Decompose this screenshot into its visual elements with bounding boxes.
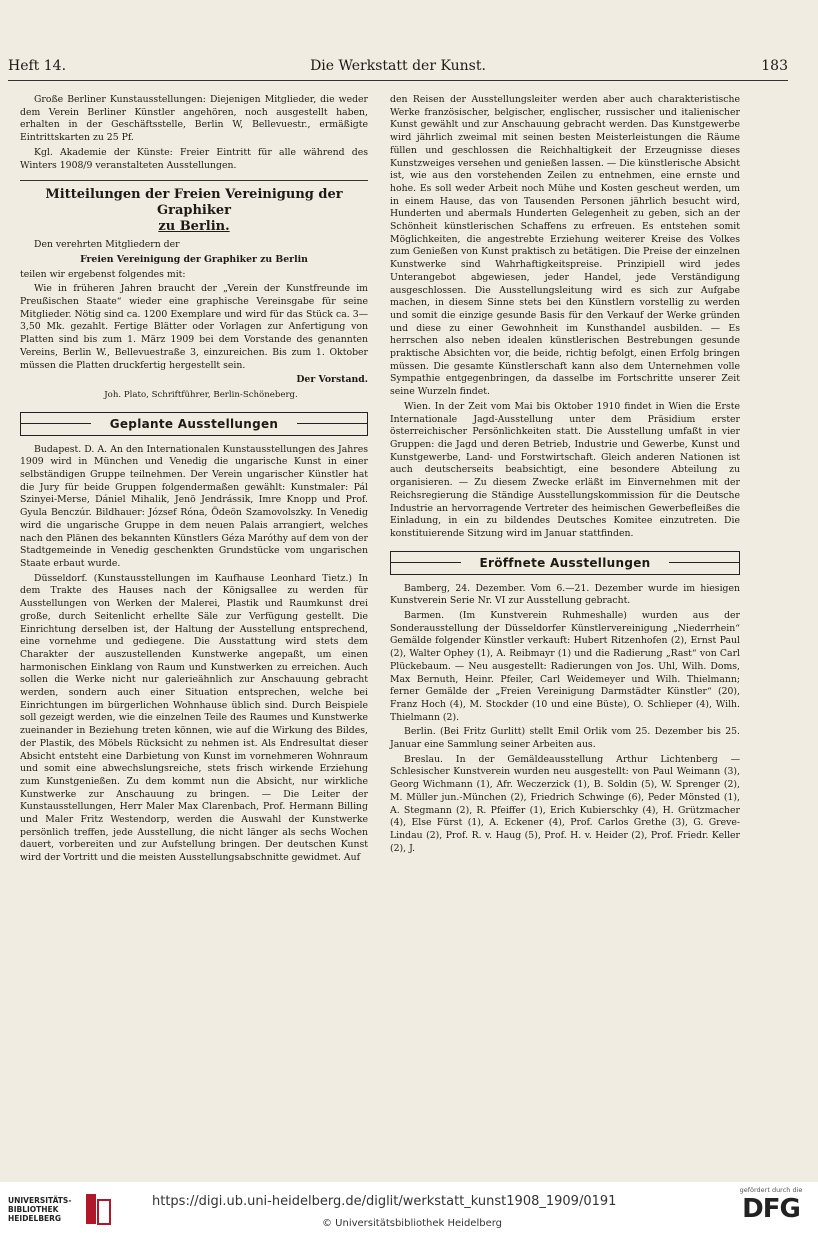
page-number: 183 [761,58,788,74]
paragraph: Berlin. (Bei Fritz Gurlitt) stellt Emil Orlik vom 25. Dezember bis 25. Januar eine Sammlung seiner Arbeiten aus. [390,726,740,751]
footer [0,1182,818,1244]
left-column [20,94,368,867]
issue-number: Heft 14. [8,58,67,74]
paragraph: Budapest. D. A. An den Internationalen Kunstausstellungen des Jahres 1909 wird in München und Venedig die ungarische Kunst in einer selbständigen Gruppe teilnehmen. Der Verein ungarischer Künstler hat die Jury für beide Gruppen folgendermaßen gewählt: Kunstmaler: Pál Szinyei-Merse, Dániel Mihalik, Jenö Jendrássik, Imre Knopp und Prof. Gyula Benczúr. Bildhauer: József Róna, Ödeön Szamovolszky. In Venedig wird die ungarische Gruppe in dem neuen Palais arrangiert, welches nach den Plänen des bekannten Künstlers Géza Maróthy auf dem von der Stadtgemeinde in Venedig geschenkten Grundstücke vom ungarischen Staate erbaut wurde. [20,443,368,569]
signature: Der Vorstand. [296,374,368,386]
paragraph: Große Berliner Kunstausstellungen: Diejenigen Mitglieder, die weder dem Verein Berliner Künstler angehören, noch ausgestellt haben, erhalten in der Geschäftsstelle, Berlin W, Bellevuestr., ermäßigte Eintrittskarten zu 25 Pf. [20,94,368,144]
section-box-heading: Eröffnete Ausstellungen [390,551,740,575]
section-box-heading: Geplante Ausstellungen [20,412,368,436]
library-logo-icon [84,1190,114,1230]
signature-line: Joh. Plato, Schriftführer, Berlin-Schöneberg. [104,389,298,400]
paragraph: Den verehrten Mitgliedern der [34,239,180,251]
paragraph: Düsseldorf. (Kunstausstellungen im Kaufhause Leonhard Tietz.) In dem Trakte des Hauses nach der Königsallee zu werden für Ausstellungen von Werken der Malerei, Plastik und Raumkunst drei große, durch Seitenlicht erhellte Säle zur Verfügung gestellt. Die Einrichtung derselben ist, der Haltung der Ausstellung entsprechend, eine vornehme und gediegene. Die Ausstattung wird stets dem Charakter der auszustellenden Kunstwerke angepaßt, um einen harmonischen Einklang von Raum und Kunstwerken zu erreichen. Auch sollen die Werke nicht nur galerieähnlich zur Anschauung gebracht werden, sondern auch einer Situation entsprechen, welche bei Einrichtungen im bürgerlichen Wohnhause üblich sind. Durch Beispiele soll gezeigt werden, wie die einzelnen Teile des Raumes und Kunstwerke zueinander in Beziehung treten können, wie auf die Wirkung des Bildes, der Plastik, des Möbels Rücksicht zu nehmen ist. Als Endresultat dieser Absicht entsteht eine Darbietung von Kunst im vornehmeren Wohnraum und somit eine abwechslungsreiche, stets frisch wirkende Erziehung zum Kunstgenießen. Zu dem kommt nun die Absicht, nur wirkliche Kunstwerke zur Anschauung zu bringen. — Die Leiter der Kunstausstellungen, Herr Maler Max Clarenbach, Prof. Hermann Billing und Maler Fritz Westendorp, werden die Auswahl der Kunstwerke persönlich treffen, jede Ausstellung, die nicht länger als sechs Wochen dauert, vorbereiten und zur Aufstellung bringen. Der deutschen Kunst wird der Vortritt und die meisten Ausstellungsabschnitte gewidmet. Auf [20,572,368,864]
dfg-logo [736,1186,806,1224]
permalink-url[interactable]: https://digi.ub.uni-heidelberg.de/diglit/werkstatt_kunst1908_1909/0191 [152,1194,617,1209]
paragraph: Wien. In der Zeit vom Mai bis Oktober 1910 findet in Wien die Erste Internationale Jagd-Ausstellung unter dem Präsidium erster österreichischer Persönlichkeiten statt. Die Ausstellung umfaßt in vier Gruppen: die Jagd und deren Betrieb, Industrie und Gewerbe, Kunst und Kunstgewerbe, Land- und Forstwirtschaft. Gleich anderen Nationen ist auch deutscherseits beabsichtigt, eine besondere Abteilung zu organisieren. — Zu diesem Zwecke erläßt im Einvernehmen mit der Reichsregierung die Ständige Ausstellungskommission für die Deutsche Industrie an hervorragende Vertreter des heimischen Gewerbefleißes die Einladung, in ein zu bildendes Deutsches Komitee einzutreten. Die konstituierende Sitzung wird im Januar stattfinden. [390,400,740,539]
paragraph: Breslau. In der Gemäldeausstellung Arthur Lichtenberg — Schlesischer Kunstverein wurden neu ausgestellt: von Paul Weimann (3), Georg Wichmann (1), Afr. Weczerzick (1), B. Soldin (5), W. Sprenger (2), M. Müller jun.-München (2), Friedrich Schwinge (6), Peder Mönsted (1), A. Stegmann (2), R. Pfeiffer (1), Erich Kubierschky (4), H. Grützmacher (4), Else Fürst (1), A. Eckener (4), Prof. Carlos Grethe (3), G. Greve-Lindau (2), Prof. R. v. Haug (5), Prof. H. v. Heider (2), Prof. Friedr. Keller (2), J. [390,753,740,854]
section-heading [20,180,368,235]
paragraph: teilen wir ergebenst folgendes mit: [20,268,186,280]
heading-line: Mitteilungen der Freien Vereinigung der Graphiker [45,187,343,219]
paragraph: Freien Vereinigung der Graphiker zu Berlin [80,253,308,265]
paragraph: Bamberg, 24. Dezember. Vom 6.—21. Dezember wurde im hiesigen Kunstverein Serie Nr. VI zur Ausstellung gebracht. [390,582,740,607]
paragraph: Wie in früheren Jahren braucht der „Verein der Kunstfreunde im Preußischen Staate“ wieder eine graphische Vereinsgabe für seine Mitglieder. Nötig sind ca. 1200 Exemplare und wird für das Stück ca. 3—3,50 Mk. gezahlt. Fertige Blätter oder Vorlagen zur Anfertigung von Platten sind bis zum 1. März 1909 bei dem Vorstande des genannten Vereins, Berlin W., Bellevuestraße 3, einzureichen. Bis zum 1. Oktober müssen die Platten druckfertig hergestellt sein. [20,283,368,371]
right-column [390,94,740,857]
dfg-caption: gefördert durch die [739,1186,803,1194]
page-header [8,58,788,78]
dfg-wordmark: DFG [742,1194,800,1224]
heading-line: zu Berlin. [158,219,230,235]
paragraph: Barmen. (Im Kunstverein Ruhmeshalle) wurden aus der Sonderausstellung der Düsseldorfer Künstlervereinigung „Niederrhein“ Gemälde folgender Künstler verkauft: Hubert Ritzenhofen (2), Ernst Paul (2), Walter Ophey (1), A. Reibmayr (1) und die Radierung „Rast“ von Carl Plückebaum. — Neu ausgestellt: Radierungen von Jos. Uhl, Wilh. Doms, Max Bernuth, Heinr. Pfeiler, Carl Weidemeyer und Wilh. Thielmann; ferner Gemälde der „Freien Vereinigung Darmstädter Künstler“ (20), Franz Hoch (4), M. Stockder (10 und eine Büste), O. Schlieper (4), Wilh. Thielmann (2). [390,610,740,723]
paragraph: den Reisen der Ausstellungsleiter werden aber auch charakteristische Werke französischer, belgischer, englischer, russischer und italienischer Kunst gewählt und zur Anschauung gebracht werden. Das Kunstgewerbe wird jährlich zweimal mit seinen besten Meisterleistungen die Räume füllen und geschlossen die Reichhaltigkeit der Erzeugnisse dieses Kunstzweiges versehen und genießen lassen. — Die künstlerische Absicht ist, wie aus den vorstehenden Zeilen zu entnehmen, eine ernste und hohe. Es soll weder Arbeit noch Mühe und Kosten gescheut werden, um in einem Hause, das von Tausenden Personen jährlich besucht wird, Hunderten und abermals Hunderten Gelegenheit zu geben, sich an der Schönheit künstlerischen Schaffens zu erfreuen. Es entstehen somit Möglichkeiten, die angestrebte Erziehung weiterer Kreise des Volkes zum Genießen von Kunst praktisch zu betätigen. Die Preise der einzelnen Kunstwerke sind Wahrhaftigkeitspreise. Prinzipiell wird jedes Unterangebot abgewiesen, jeder Handel, jede Verständigung ausgeschlossen. Die Ausstellungsleitung wird es sich zur Aufgabe machen, in diesem Sinne stets bei den Künstlern vorstellig zu werden und somit die einzige gesunde Basis für den Verkauf der Werke gründen und diese zu einer Gewohnheit im Kunsthandel ausbilden. — Es herrschen also neben idealen künstlerischen Bestrebungen gesunde praktische Absichten vor, die beide, richtig befolgt, einen Erfolg bringen müssen. Die gesamte Künstlerschaft kann also dem Unternehmen volle Sympathie entgegenbringen, da dasselbe im Fortschritte unserer Zeit seine Wurzeln findet. [390,94,740,398]
paragraph: Kgl. Akademie der Künste: Freier Eintritt für alle während des Winters 1908/9 veranstalteten Ausstellungen. [20,146,368,171]
copyright-notice: © Universitätsbibliothek Heidelberg [322,1218,503,1229]
journal-title: Die Werkstatt der Kunst. [310,58,486,74]
header-rule [8,80,788,81]
library-logo-text: UNIVERSITÄTS-BIBLIOTHEK HEIDELBERG [8,1196,72,1223]
